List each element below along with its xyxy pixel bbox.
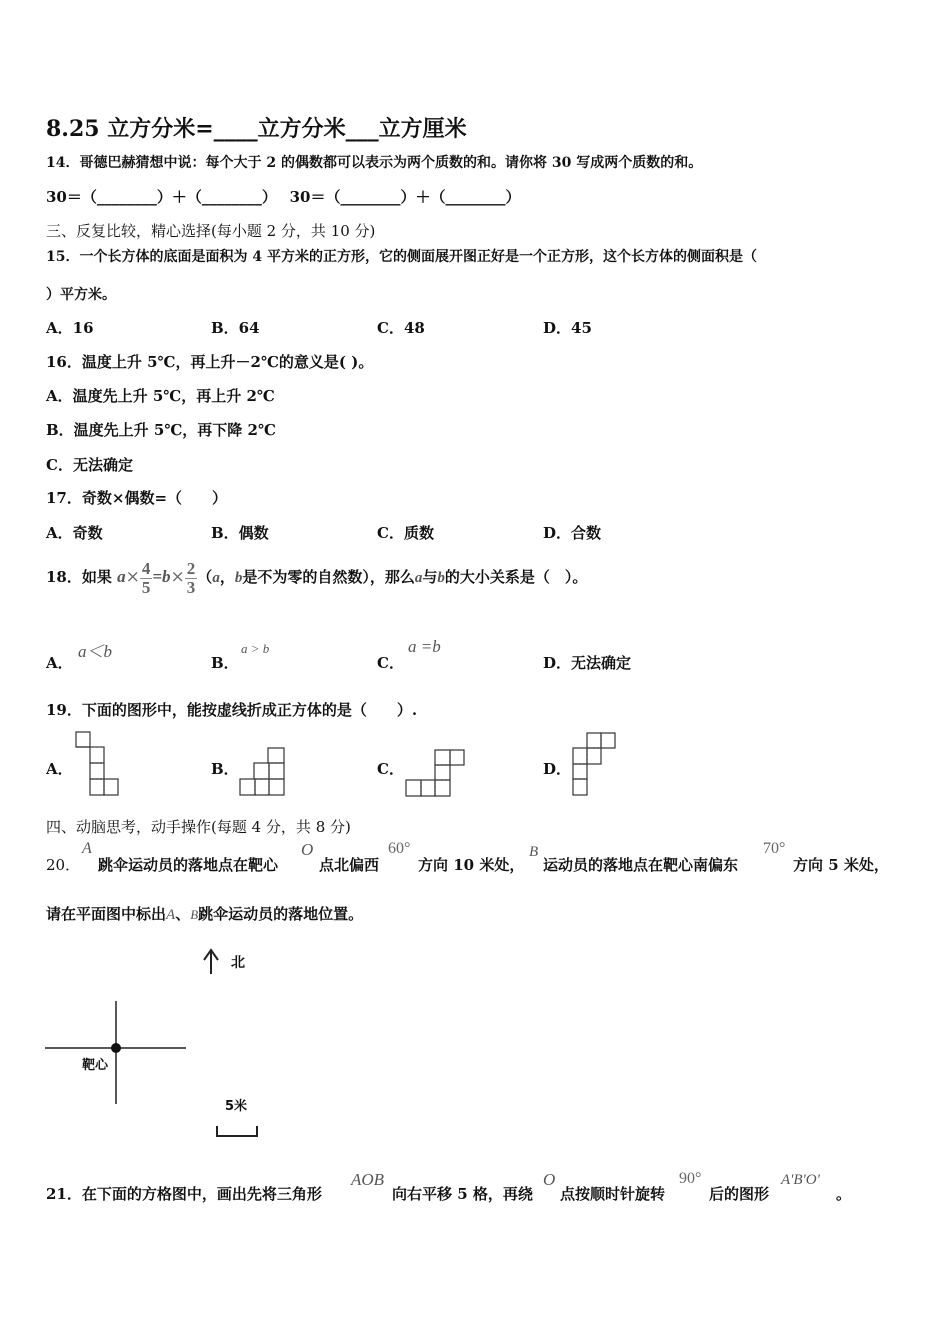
q16-option-b[interactable]: B．温度先上升 5℃，再下降 2℃ [46, 421, 276, 439]
q20-text-5: 方向 5 米处， [793, 856, 889, 874]
q18-fraction-1: $\frac{4}{5}$ [141, 558, 151, 597]
q13-line: 8.25 立方分米=____立方分米___立方厘米 [46, 116, 467, 142]
q20-sym-a: A [82, 840, 92, 857]
q19-option-d[interactable]: D． [543, 760, 572, 778]
q20-line-2-b: B [190, 907, 199, 922]
q20-line-2-a: A [166, 907, 176, 923]
q18-cond-a: a [212, 570, 220, 586]
q21-text-3: 后的图形 [709, 1185, 770, 1203]
q15-option-b[interactable]: B．64 [211, 319, 260, 337]
q19-stem: 19．下面的图形中，能按虚线折成正方体的是（ ）. [46, 701, 418, 719]
q15-stem-1: 15．一个长方体的底面是面积为 4 平方米的正方形，它的侧面展开图正好是一个正方形，这个长方体的侧面积是（ [46, 249, 757, 265]
q21-triangle: AOB [351, 1170, 385, 1189]
q18-rel-with: 与 [422, 568, 438, 586]
q20-deg-2: 70° [763, 840, 786, 857]
q20-text-4: 运动员的落地点在靶心南偏东 [543, 856, 739, 874]
q18-option-d[interactable]: D．无法确定 [543, 654, 632, 672]
q16-option-c[interactable]: C．无法确定 [46, 456, 133, 474]
q18-option-c-label: C． [377, 654, 404, 672]
q16-stem: 16．温度上升 5℃，再上升－2℃的意义是( )。 [46, 353, 374, 371]
q20-line-2-pre: 请在平面图中标出 [46, 905, 167, 923]
q21-sym-o: O [543, 1170, 556, 1189]
q15-option-c[interactable]: C．48 [377, 319, 425, 337]
q20-line-2-sep: 、 [175, 905, 191, 923]
q17-option-c[interactable]: C．质数 [377, 524, 434, 542]
q20-number: 20． [46, 856, 81, 874]
north-arrow-icon [204, 950, 218, 974]
q15-stem-2: ）平方米。 [46, 287, 116, 303]
scale-label: 5米 [225, 1099, 248, 1114]
q18-option-c-formula: a =b [408, 637, 441, 656]
q18-number: 18．如果 [46, 568, 112, 586]
q18-cond-open: （ [197, 568, 213, 586]
q19-option-b[interactable]: B． [211, 760, 239, 778]
q18-option-a-formula: a＜b [78, 642, 112, 661]
target-cross [45, 1001, 186, 1104]
q14-answer-line: 30＝（________）＋（________） 30＝（________）＋（________） [46, 188, 521, 206]
q18-option-b-formula: a > b [241, 641, 270, 656]
q18-option-a-label: A． [46, 654, 73, 672]
section-4-heading: 四、动脑思考，动手操作(每题 4 分，共 8 分) [46, 818, 351, 836]
q18-cond-sep: ， [219, 568, 235, 586]
q19-option-a[interactable]: A． [46, 760, 73, 778]
q14-stem: 14．哥德巴赫猜想中说：每个大于 2 的偶数都可以表示为两个质数的和。请你将 30 写成两个质数的和。 [46, 155, 703, 171]
q15-option-a[interactable]: A．16 [46, 319, 94, 337]
north-label: 北 [231, 955, 245, 971]
target-center-dot [111, 1043, 121, 1053]
q20-sym-o: O [301, 840, 314, 859]
q17-option-d[interactable]: D．合数 [543, 524, 602, 542]
target-center-label: 靶心 [82, 1058, 109, 1073]
scale-bar [217, 1126, 257, 1136]
q21-text-1: 向右平移 5 格，再绕 [392, 1185, 533, 1203]
q20-deg-1: 60° [388, 840, 411, 857]
q18-eq-times-2: × [170, 567, 185, 587]
q18-eq-equals-b: =b [152, 567, 171, 586]
q19-option-c[interactable]: C． [377, 760, 404, 778]
q18-rel-a: a [414, 570, 423, 586]
q21-deg: 90° [679, 1170, 702, 1187]
q18-option-b-label: B． [211, 654, 239, 672]
q17-option-b[interactable]: B．偶数 [211, 524, 269, 542]
q17-stem: 17．奇数×偶数=（ ） [46, 489, 228, 507]
q17-option-a[interactable]: A．奇数 [46, 524, 103, 542]
q21-end: 。 [836, 1185, 852, 1203]
q18-eq-times-1: × [125, 567, 140, 587]
q15-option-d[interactable]: D．45 [543, 319, 592, 337]
q21-text-2: 点按顺时针旋转 [560, 1185, 666, 1203]
q18-eq-a: a [117, 567, 126, 586]
q20-text-3: 方向 10 米处， [418, 856, 525, 874]
q21-number: 21．在下面的方格图中，画出先将三角形 [46, 1185, 322, 1203]
q18-cond-b: b [234, 570, 243, 586]
q18-rel-b: b [437, 570, 445, 586]
q20-line-2-post: 跳伞运动员的落地位置。 [198, 905, 364, 923]
q20-sym-b: B [529, 844, 539, 860]
section-3-heading: 三、反复比较，精心选择(每小题 2 分，共 10 分) [46, 222, 376, 240]
q20-text-1: 跳伞运动员的落地点在靶心 [98, 856, 279, 874]
q16-option-a[interactable]: A．温度先上升 5℃，再上升 2℃ [46, 387, 275, 405]
q18-fraction-2: $\frac{2}{3}$ [186, 558, 196, 597]
q20-text-2: 点北偏西 [319, 856, 380, 874]
q18-rel-text: 的大小关系是（ ）。 [444, 568, 588, 586]
q21-result: A'B'O' [781, 1172, 820, 1188]
q18-cond-text: 是不为零的自然数），那么 [242, 568, 415, 586]
